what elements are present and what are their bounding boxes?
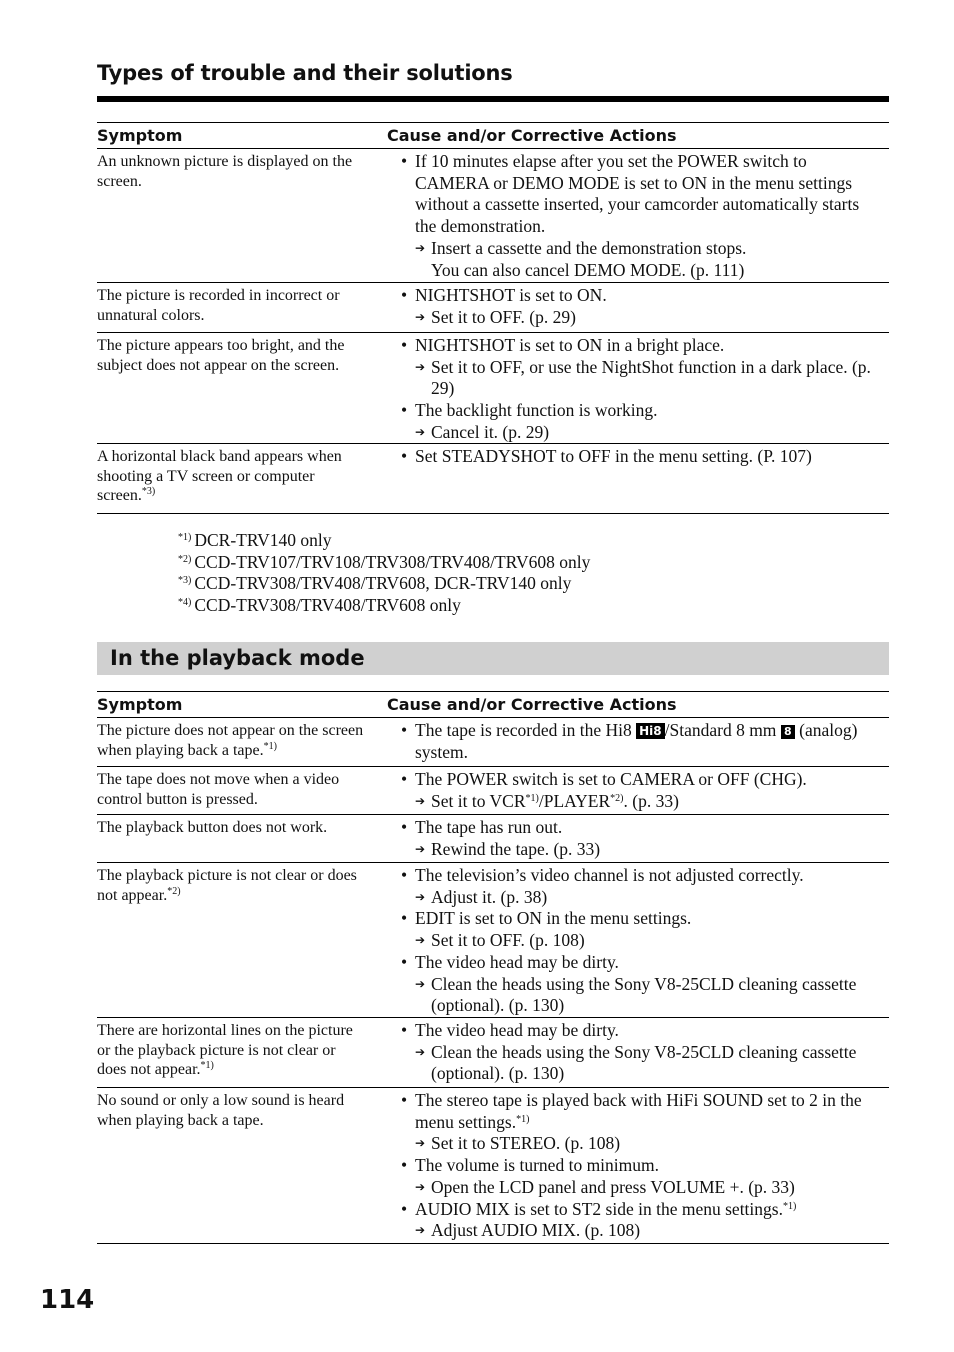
- troubleshooting-table-recording: [97, 122, 889, 514]
- cause-cell: [401, 151, 881, 281]
- symptom-cell: An unknown picture is displayed on the screen.: [97, 153, 353, 190]
- action-item: ➔ Set it to OFF. (p. 108): [401, 930, 881, 952]
- action-item: ➔ Adjust AUDIO MIX. (p. 108): [401, 1220, 881, 1242]
- table-row: [97, 444, 889, 514]
- cause-cell: [401, 865, 881, 1017]
- cause-item: • The video head may be dirty.: [401, 1020, 881, 1042]
- cause-item: • The tape is recorded in the Hi8 Hi8 /Standard 8 mm 8 (analog) system.: [401, 720, 881, 763]
- cause-item: • NIGHTSHOT is set to ON.: [401, 285, 881, 307]
- standard-8mm-logo: 8: [781, 725, 795, 739]
- action-item: ➔ Open the LCD panel and press VOLUME +. (p. 33): [401, 1177, 881, 1199]
- cause-item: • The POWER switch is set to CAMERA or OFF (CHG).: [401, 769, 881, 791]
- action-item: ➔ Set it to OFF, or use the NightShot function in a dark place. (p. 29): [401, 357, 881, 400]
- symptom-cell: No sound or only a low sound is heard when playing back a tape.: [97, 1092, 345, 1129]
- action-item: ➔ Set it to OFF. (p. 29): [401, 307, 881, 329]
- action-item: ➔ Adjust it. (p. 38): [401, 887, 881, 909]
- action-item: ➔ Clean the heads using the Sony V8-25CLD cleaning cassette (optional). (p. 130): [401, 1042, 881, 1085]
- table-row: [97, 718, 889, 767]
- table-row: [97, 1018, 889, 1088]
- symptom-cell: The playback button does not work.: [97, 819, 328, 836]
- cause-item: • The stereo tape is played back with HiFi SOUND set to 2 in the menu settings.$^{*1)}$: [401, 1090, 881, 1133]
- cause-item: • AUDIO MIX is set to ST2 side in the menu settings.$^{*1)}$: [401, 1199, 881, 1221]
- action-item: ➔ Clean the heads using the Sony V8-25CLD cleaning cassette (optional). (p. 130): [401, 974, 881, 1017]
- cause-item: • The video head may be dirty.: [401, 952, 881, 974]
- col-cause-header: Cause and/or Corrective Actions: [387, 126, 677, 145]
- table-row: [97, 1088, 889, 1244]
- action-item: ➔ Cancel it. (p. 29): [401, 422, 881, 444]
- table-row: [97, 283, 889, 333]
- table-row: [97, 815, 889, 863]
- col-symptom-header: Symptom: [97, 695, 183, 714]
- table-row: [97, 767, 889, 815]
- cause-cell: [401, 769, 881, 812]
- symptom-cell: The picture is recorded in incorrect or unnatural colors.: [97, 287, 340, 324]
- table-row: [97, 333, 889, 444]
- cause-item: • If 10 minutes elapse after you set the POWER switch to CAMERA or DEMO MODE is set to ON in the menu settings without a cassette inserted, your camcorder automatically starts the demonstration.: [401, 151, 881, 238]
- symptom-cell: The tape does not move when a video control button is pressed.: [97, 771, 340, 808]
- troubleshooting-table-playback: [97, 691, 889, 1244]
- cause-cell: [401, 285, 881, 328]
- symptom-cell: There are horizontal lines on the picture or the playback picture is not clear or does not appear.$^{*1)}$: [97, 1022, 353, 1079]
- footnotes: [178, 530, 590, 617]
- page-title: Types of trouble and their solutions: [97, 61, 513, 85]
- cause-cell: [401, 335, 881, 444]
- cause-cell: [401, 817, 881, 860]
- symptom-cell: A horizontal black band appears when shooting a TV screen or computer screen.$^{*3)}$: [97, 448, 342, 505]
- col-cause-header: Cause and/or Corrective Actions: [387, 695, 677, 714]
- action-item: ➔ Set it to STEREO. (p. 108): [401, 1133, 881, 1155]
- symptom-cell: The picture does not appear on the screen when playing back a tape.$^{*1)}$: [97, 722, 364, 759]
- footnote: $^{*4)}$ CCD-TRV308/TRV408/TRV608 only: [178, 595, 461, 616]
- cause-item: • EDIT is set to ON in the menu settings.: [401, 908, 881, 930]
- col-symptom-header: Symptom: [97, 126, 183, 145]
- cause-cell: [401, 446, 881, 468]
- table-header: [97, 691, 889, 718]
- cause-item: • The television’s video channel is not adjusted correctly.: [401, 865, 881, 887]
- table-row: [97, 863, 889, 1018]
- table-row: [97, 149, 889, 283]
- symptom-cell: The playback picture is not clear or does not appear.$^{*2)}$: [97, 867, 357, 904]
- section-header: [97, 642, 889, 675]
- symptom-cell: The picture appears too bright, and the subject does not appear on the screen.: [97, 337, 345, 374]
- section-title: In the playback mode: [110, 646, 365, 670]
- cause-item: • NIGHTSHOT is set to ON in a bright place.: [401, 335, 881, 357]
- cause-cell: [401, 1090, 881, 1242]
- action-item: ➔ Rewind the tape. (p. 33): [401, 839, 881, 861]
- footnote: $^{*3)}$ CCD-TRV308/TRV408/TRV608, DCR-TRV140 only: [178, 573, 572, 594]
- footnote: $^{*2)}$ CCD-TRV107/TRV108/TRV308/TRV408/TRV608 only: [178, 551, 591, 572]
- cause-item: • The backlight function is working.: [401, 400, 881, 422]
- title-rule: [97, 96, 889, 102]
- footnote: $^{*1)}$ DCR-TRV140 only: [178, 530, 332, 550]
- table-header: [97, 122, 889, 149]
- cause-cell: [401, 720, 881, 763]
- cause-cell: [401, 1020, 881, 1085]
- action-item: ➔ Set it to VCR$^{*1)}$/PLAYER$^{*2)}$. (p. 33): [401, 791, 881, 813]
- cause-item: • Set STEADYSHOT to OFF in the menu setting. (P. 107): [401, 446, 881, 468]
- cause-item: • The volume is turned to minimum.: [401, 1155, 881, 1177]
- cause-item: • The tape has run out.: [401, 817, 881, 839]
- hi8-logo: Hi8: [636, 723, 665, 739]
- page-number: 114: [40, 1285, 95, 1315]
- action-item: ➔ Insert a cassette and the demonstration stops. You can also cancel DEMO MODE. (p. 111): [401, 238, 881, 281]
